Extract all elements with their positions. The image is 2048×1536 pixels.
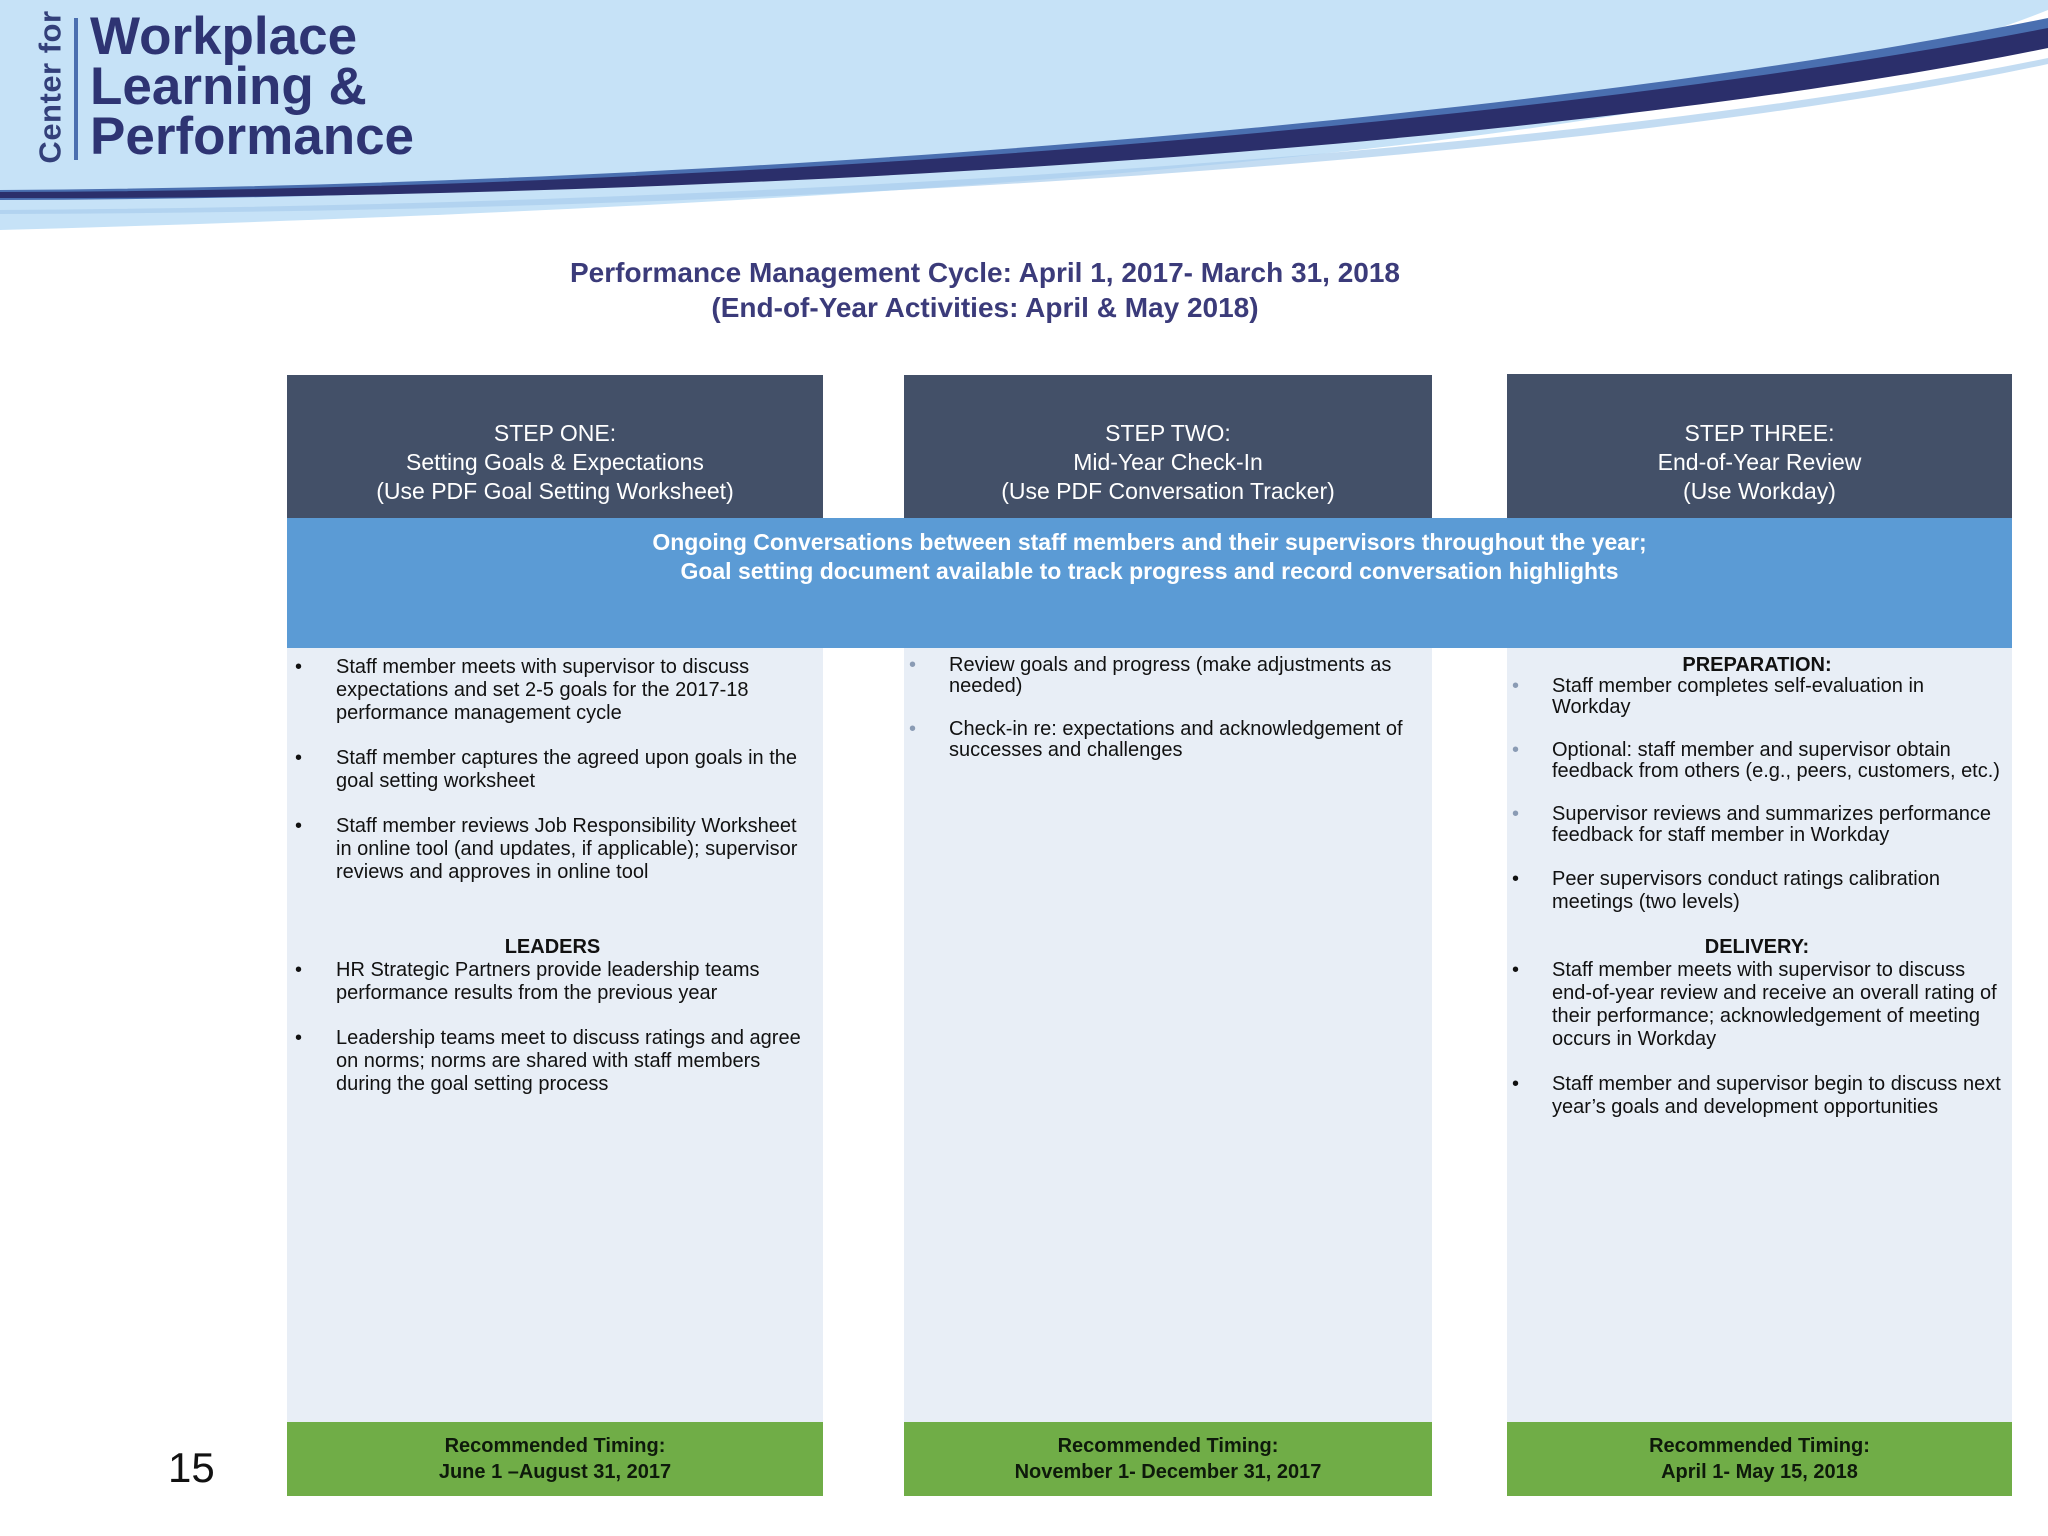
band-line-1: Ongoing Conversations between staff members and their supervisors throughout the year; [652,529,1647,555]
preparation-heading: PREPARATION: [1682,654,1832,676]
step-one-header [287,375,823,518]
list-item: • Peer supervisors conduct ratings calibration meetings (two levels) [1512,868,1940,913]
list-item: • Supervisor reviews and summarizes performance feedback for staff member in Workday [1512,803,1992,846]
list-item: • Staff member completes self-evaluation in Workday [1512,675,1925,718]
logo-wordmark [90,7,415,166]
bullet-icon: • [295,1027,303,1049]
logo-side-text: Center for [33,10,69,164]
step-two-body [904,655,1424,783]
step-three-title: End-of-Year Review [1657,449,1862,475]
step-one-timing [287,1422,823,1496]
bullet-icon: • [295,747,303,769]
step-one-title: Setting Goals & Expectations [406,449,704,475]
list-item: • Review goals and progress (make adjustments as needed) [909,654,1392,697]
delivery-bullets [1507,959,2007,1119]
title-line-1: Performance Management Cycle: April 1, 2017- March 31, 2018 [570,257,1400,288]
step-two-title: Mid-Year Check-In [1073,449,1263,475]
bullet-icon: • [1512,959,1520,981]
bullet-icon: • [295,959,303,981]
list-item: • Staff member captures the agreed upon goals in the goal setting worksheet [295,747,798,792]
logo-divider [74,18,78,160]
step-three-header [1507,374,2012,518]
leaders-heading: LEADERS [504,936,601,958]
bullet-icon: • [295,656,303,678]
step-three-timing [1507,1422,2012,1496]
logo-line: Learning & [90,57,367,116]
list-item: • Optional: staff member and supervisor obtain feedback from others (e.g., peers, customers, etc.) [1512,739,2000,782]
step-two-bullets [904,655,1424,761]
ongoing-conversations-band [287,518,2012,648]
list-item: • Check-in re: expectations and acknowledgement of successes and challenges [909,718,1403,761]
bullet-icon: • [1512,1073,1520,1095]
timing-label: Recommended Timing: [444,1435,666,1457]
bullet-icon: • [1512,803,1520,825]
list-item: • Staff member meets with supervisor to discuss expectations and set 2-5 goals for the 2017-18 performance management cycle [295,656,750,724]
list-item: • Staff member and supervisor begin to discuss next year’s goals and development opportunities [1512,1073,2001,1118]
list-item: • Leadership teams meet to discuss ratings and agree on norms; norms are shared with staff members during the goal setting process [295,1027,801,1095]
step-three-body [1507,655,2007,1141]
step-two-timing [904,1422,1432,1496]
step-one-bullets [290,656,815,884]
delivery-heading: DELIVERY: [1704,936,1810,958]
step-one-tool: (Use PDF Goal Setting Worksheet) [376,478,734,504]
timing-value: November 1- December 31, 2017 [1014,1461,1322,1483]
bullet-icon: • [909,718,917,740]
list-item: • Staff member reviews Job Responsibility Worksheet in online tool (and updates, if applicable); supervisor reviews and approves in online tool [295,815,798,883]
title-line-2: (End-of-Year Activities: April & May 2018) [711,292,1259,323]
bullet-icon: • [1512,739,1520,761]
list-item: • Staff member meets with supervisor to discuss end-of-year review and receive an overall rating of their performance; acknowledgement of meeting occurs in Workday [1512,959,1997,1050]
band-line-2: Goal setting document available to track progress and record conversation highlights [680,558,1619,584]
step-two-header [904,375,1432,518]
page-title [300,255,1670,325]
page-number: 15 [168,1444,215,1491]
step-one-body [290,656,815,1118]
logo-line: Workplace [90,7,358,66]
step-two-label: STEP TWO: [1105,420,1231,446]
timing-value: June 1 –August 31, 2017 [438,1461,672,1483]
bullet-icon: • [1512,868,1520,890]
bullet-icon: • [909,654,917,676]
timing-label: Recommended Timing: [1649,1435,1870,1457]
list-item: • HR Strategic Partners provide leadership teams performance results from the previous year [295,959,760,1004]
leaders-bullets [290,959,815,1096]
step-three-label: STEP THREE: [1684,420,1835,446]
step-one-label: STEP ONE: [493,420,617,446]
step-two-tool: (Use PDF Conversation Tracker) [1001,478,1335,504]
logo-line: Performance [90,107,415,166]
timing-value: April 1- May 15, 2018 [1661,1461,1858,1483]
preparation-bullets [1507,676,2007,914]
step-three-tool: (Use Workday) [1683,478,1836,504]
bullet-icon: • [1512,675,1520,697]
bullet-icon: • [295,815,303,837]
timing-label: Recommended Timing: [1057,1435,1279,1457]
